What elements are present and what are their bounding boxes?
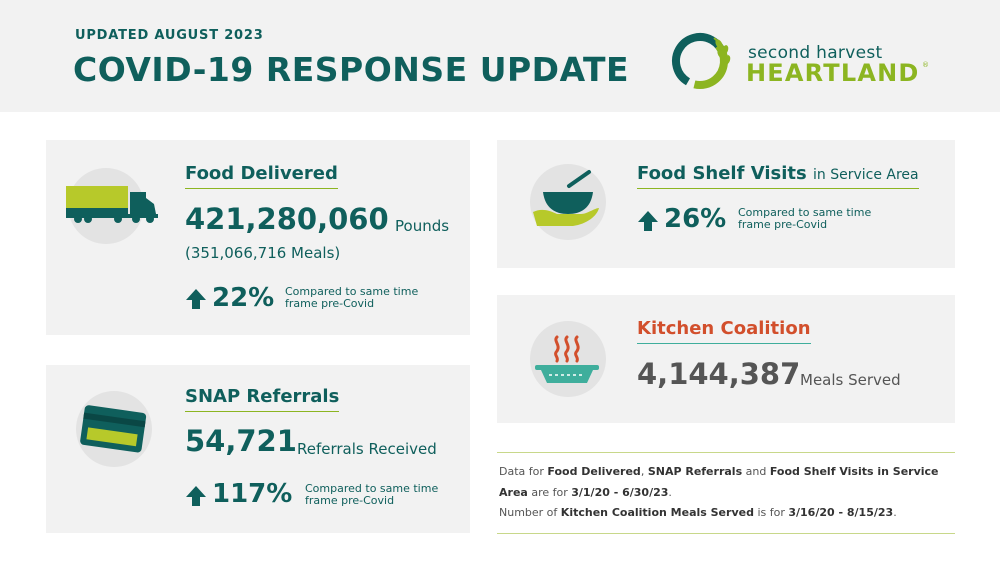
note-text: Number of [499, 506, 561, 519]
food-shelf-compare: Compared to same time frame pre-Covid [738, 206, 872, 231]
page-title: COVID-19 RESPONSE UPDATE [73, 50, 630, 89]
snap-referrals-change: 117% [212, 479, 293, 509]
note-text: , [640, 465, 648, 478]
food-delivered-unit: Pounds [395, 217, 450, 235]
note-emphasis: 3/1/20 - 6/30/23 [571, 486, 669, 499]
updated-label: UPDATED AUGUST 2023 [75, 28, 264, 43]
kitchen-coalition-value: 4,144,387 [637, 357, 801, 391]
hand-bowl-icon [527, 168, 607, 234]
food-shelf-title [637, 163, 919, 189]
snap-referrals-value: 54,721 [185, 424, 297, 458]
food-shelf-card [497, 140, 955, 268]
food-shelf-title-main: Food Shelf Visits [637, 163, 807, 184]
note-text: is for [753, 506, 789, 519]
food-delivered-card [46, 140, 470, 335]
up-arrow-icon [185, 485, 207, 507]
note-line-1 [499, 465, 939, 478]
logo-registered-mark: ® [922, 61, 929, 69]
header-banner [0, 0, 1000, 112]
note-line-3 [499, 506, 897, 519]
up-arrow-icon [185, 288, 207, 310]
snap-referrals-card [46, 365, 470, 533]
kitchen-coalition-unit: Meals Served [800, 371, 901, 389]
note-text: Data for [499, 465, 548, 478]
note-text: and [742, 465, 770, 478]
logo-subtitle: second harvest [748, 43, 883, 63]
note-emphasis: Kitchen Coalition Meals Served [560, 506, 754, 519]
payment-card-icon [76, 403, 152, 457]
kitchen-coalition-card [497, 295, 955, 423]
snap-referrals-compare: Compared to same time frame pre-Covid [305, 482, 439, 507]
note-emphasis: Area [499, 486, 528, 499]
note-text: . [893, 506, 897, 519]
snap-referrals-title: SNAP Referrals [185, 386, 339, 412]
logo-wordmark: HEARTLAND [746, 59, 920, 87]
note-text: . [668, 486, 672, 499]
food-delivered-value: 421,280,060 [185, 202, 389, 236]
note-emphasis: Food Shelf Visits in Service [769, 465, 939, 478]
food-shelf-title-suffix: in Service Area [812, 167, 919, 183]
note-text: are for [527, 486, 572, 499]
truck-icon [64, 182, 164, 226]
snap-referrals-unit: Referrals Received [297, 440, 437, 458]
up-arrow-icon [637, 210, 659, 232]
note-emphasis: Food Delivered [547, 465, 641, 478]
food-delivered-compare: Compared to same time frame pre-Covid [285, 285, 419, 310]
food-delivered-change: 22% [212, 283, 275, 313]
note-emphasis: 3/16/20 - 8/15/23 [788, 506, 894, 519]
food-delivered-title: Food Delivered [185, 163, 338, 189]
food-delivered-meals: (351,066,716 Meals) [185, 244, 341, 262]
kitchen-coalition-title: Kitchen Coalition [637, 318, 811, 344]
note-emphasis: SNAP Referrals [647, 465, 743, 478]
hot-dish-icon [533, 333, 603, 387]
food-shelf-change: 26% [664, 204, 727, 234]
data-notes [497, 452, 955, 534]
note-line-2 [499, 486, 672, 499]
